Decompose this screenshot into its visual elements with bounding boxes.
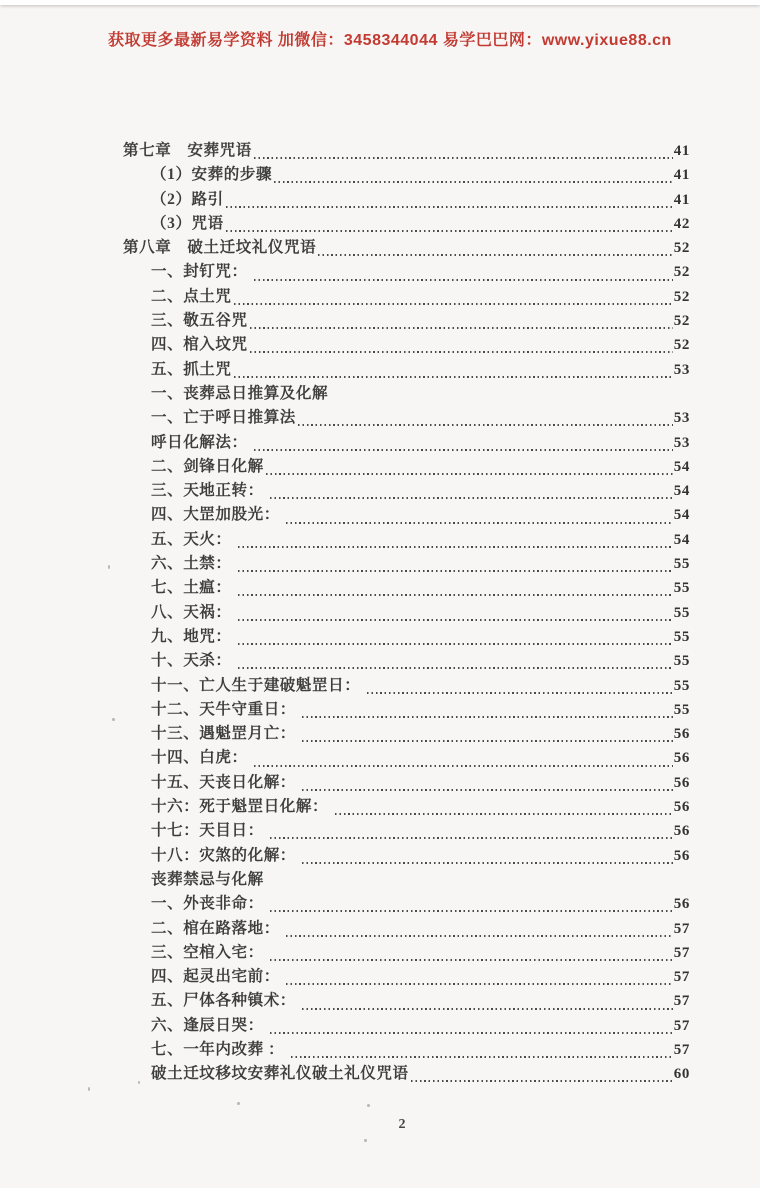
toc-entry-label: 五、抓土咒 bbox=[151, 360, 232, 378]
toc-page-number: 56 bbox=[673, 823, 690, 840]
toc-page-number: 56 bbox=[673, 774, 690, 791]
toc-dot-leader bbox=[254, 759, 673, 767]
toc-dot-leader bbox=[226, 200, 673, 208]
toc-entry-label: 四、起灵出宅前： bbox=[151, 968, 285, 986]
toc-page-number: 55 bbox=[673, 556, 690, 573]
toc-entry-label: 二、剑锋日化解 bbox=[151, 457, 264, 475]
toc-page-number: 57 bbox=[673, 944, 690, 961]
toc-page-number: 53 bbox=[673, 410, 690, 427]
toc-entry-label: 五、天火： bbox=[151, 530, 236, 548]
toc-page-number: 41 bbox=[673, 143, 690, 159]
toc-page-number: 41 bbox=[673, 191, 690, 208]
toc-page-number: 55 bbox=[673, 653, 690, 670]
toc-dot-leader bbox=[254, 151, 673, 159]
toc-entry-label: 十四、白虎： bbox=[151, 749, 253, 767]
toc-entry[interactable] bbox=[0, 576, 690, 600]
toc-entry-label: （3）咒语 bbox=[151, 214, 224, 232]
toc-entry-label: 七、土瘟： bbox=[151, 579, 236, 597]
scan-artifact bbox=[237, 1102, 240, 1105]
toc-entry-label: 十三、遇魁罡月亡： bbox=[151, 725, 301, 743]
toc-entry[interactable] bbox=[0, 1038, 690, 1062]
toc-entry-label: 一、亡于呼日推算法 bbox=[151, 409, 296, 427]
toc-entry[interactable] bbox=[0, 844, 690, 868]
toc-dot-leader bbox=[226, 224, 673, 232]
toc-page-number: 55 bbox=[673, 604, 690, 621]
toc-entry[interactable] bbox=[0, 212, 690, 236]
page-top-edge bbox=[0, 0, 760, 5]
toc-entry[interactable] bbox=[0, 260, 690, 284]
toc-page-number: 41 bbox=[673, 167, 690, 184]
promo-text: 获取更多最新易学资料 加微信：3458344044 易学巴巴网：www.yixue88.cn bbox=[107, 32, 672, 49]
toc-dot-leader bbox=[234, 297, 673, 305]
toc-page-number: 56 bbox=[673, 799, 690, 816]
toc-dot-leader bbox=[270, 905, 673, 913]
toc-page-number: 52 bbox=[673, 240, 690, 257]
toc-page-number: 54 bbox=[673, 531, 690, 548]
toc-entry[interactable] bbox=[0, 333, 690, 357]
toc-page-number: 56 bbox=[673, 896, 690, 913]
toc-entry[interactable] bbox=[0, 941, 690, 965]
toc-entry[interactable] bbox=[0, 309, 690, 333]
toc-page-number: 54 bbox=[673, 507, 690, 524]
toc-entry[interactable] bbox=[0, 236, 690, 260]
toc-entry[interactable] bbox=[0, 965, 690, 989]
toc-entry-label: 十七：天目日： bbox=[151, 822, 269, 840]
scan-artifact bbox=[88, 1087, 90, 1091]
toc-entry[interactable] bbox=[0, 674, 690, 698]
toc-entry[interactable] bbox=[0, 1014, 690, 1038]
toc-entry[interactable] bbox=[0, 795, 690, 819]
toc-entry-label: 一、外丧非命： bbox=[151, 895, 269, 913]
toc-dot-leader bbox=[286, 977, 673, 985]
toc-page-number: 52 bbox=[673, 337, 690, 354]
toc-entry[interactable] bbox=[0, 917, 690, 941]
toc-entry-label: 一、封钉咒： bbox=[151, 263, 253, 281]
toc-entry[interactable] bbox=[0, 771, 690, 795]
toc-dot-leader bbox=[238, 662, 673, 670]
toc-dot-leader bbox=[286, 929, 673, 937]
promo-header bbox=[0, 9, 760, 68]
toc-page-number: 57 bbox=[673, 1017, 690, 1034]
toc-page-number: 56 bbox=[673, 726, 690, 743]
toc-dot-leader bbox=[270, 832, 673, 840]
toc-entry[interactable] bbox=[0, 892, 690, 916]
toc-entry-label: 二、点土咒 bbox=[151, 287, 232, 305]
toc-dot-leader bbox=[302, 856, 672, 864]
toc-entry[interactable] bbox=[0, 819, 690, 843]
toc-dot-leader bbox=[250, 321, 673, 329]
toc-dot-leader bbox=[238, 589, 673, 597]
toc-entry-label: 二、棺在路落地： bbox=[151, 919, 285, 937]
toc-dot-leader bbox=[302, 710, 672, 718]
toc-dot-leader bbox=[238, 613, 673, 621]
toc-page-number: 52 bbox=[673, 288, 690, 305]
toc-entry[interactable] bbox=[0, 552, 690, 576]
scan-artifact bbox=[138, 1081, 140, 1084]
toc-dot-leader bbox=[318, 248, 673, 256]
toc-entry[interactable] bbox=[0, 601, 690, 625]
toc-dot-leader bbox=[411, 1075, 673, 1083]
toc-dot-leader bbox=[266, 467, 673, 475]
toc-entry-label: 三、空棺入宅： bbox=[151, 943, 269, 961]
toc-entry[interactable] bbox=[0, 358, 690, 382]
toc-entry[interactable] bbox=[0, 625, 690, 649]
toc-entry[interactable] bbox=[0, 989, 690, 1013]
toc-entry[interactable] bbox=[0, 139, 690, 163]
toc-dot-leader bbox=[238, 564, 673, 572]
toc-page-number: 42 bbox=[673, 215, 690, 232]
toc-entry-label: 九、地咒： bbox=[151, 627, 236, 645]
scan-artifact bbox=[108, 565, 110, 569]
toc-dot-leader bbox=[335, 807, 673, 815]
toc-entry[interactable] bbox=[0, 479, 690, 503]
toc-entry-label: 第七章 安葬咒语 bbox=[123, 142, 252, 159]
toc-entry[interactable] bbox=[0, 455, 690, 479]
toc-dot-leader bbox=[238, 637, 673, 645]
toc-entry-label: 呼日化解法： bbox=[151, 433, 253, 451]
toc-page-number: 54 bbox=[673, 458, 690, 475]
toc-entry-label: （2）路引 bbox=[151, 190, 224, 208]
scan-artifact bbox=[112, 718, 115, 721]
toc-entry[interactable] bbox=[0, 503, 690, 527]
toc-entry-label: 破土迁坟移坟安葬礼仪破土礼仪咒语 bbox=[151, 1065, 409, 1083]
toc-entry-label: 一、丧葬忌日推算及化解 bbox=[151, 384, 329, 402]
toc-dot-leader bbox=[254, 273, 673, 281]
toc-page-number: 57 bbox=[673, 920, 690, 937]
toc-entry-label: 五、尸体各种镇术： bbox=[151, 992, 301, 1010]
toc-page-number: 57 bbox=[673, 1041, 690, 1058]
toc-page-number: 53 bbox=[673, 361, 690, 378]
toc-page-number: 60 bbox=[673, 1066, 690, 1083]
toc-entry[interactable] bbox=[0, 163, 690, 187]
scan-artifact bbox=[364, 1139, 367, 1142]
toc-entry[interactable] bbox=[0, 285, 690, 309]
toc-page-number: 52 bbox=[673, 313, 690, 330]
toc-entry[interactable] bbox=[0, 722, 690, 746]
toc-dot-leader bbox=[302, 783, 672, 791]
toc-entry-label: 十六：死于魁罡日化解： bbox=[151, 798, 333, 816]
toc-dot-leader bbox=[270, 1026, 673, 1034]
toc-page-number: 53 bbox=[673, 434, 690, 451]
toc-entry[interactable] bbox=[0, 1062, 690, 1086]
toc-dot-leader bbox=[302, 734, 672, 742]
toc-entry-label: 四、棺入坟咒 bbox=[151, 336, 248, 354]
toc-entry-label: 十八：灾煞的化解： bbox=[151, 846, 301, 864]
toc-entry[interactable] bbox=[0, 649, 690, 673]
toc-page-number: 52 bbox=[673, 264, 690, 281]
toc-page-number: 55 bbox=[673, 580, 690, 597]
toc-dot-leader bbox=[250, 346, 673, 354]
toc-entry-label: 四、大罡加股光： bbox=[151, 506, 285, 524]
toc-dot-leader bbox=[270, 491, 673, 499]
toc-entry-label: 第八章 破土迁坟礼仪咒语 bbox=[123, 239, 317, 257]
toc-entry-label: 七、一年内改葬 ： bbox=[151, 1040, 289, 1058]
scan-artifact bbox=[367, 1104, 370, 1107]
toc-dot-leader bbox=[298, 419, 673, 427]
toc-page-number: 56 bbox=[673, 750, 690, 767]
toc-entry-label: 八、天祸： bbox=[151, 603, 236, 621]
toc-entry-label: 六、逢辰日哭： bbox=[151, 1016, 269, 1034]
toc-entry-label: 丧葬禁忌与化解 bbox=[151, 870, 264, 888]
toc-entry[interactable] bbox=[0, 431, 690, 455]
toc-page-number: 55 bbox=[673, 628, 690, 645]
toc-page-number: 55 bbox=[673, 701, 690, 718]
page-number: 2 bbox=[398, 1117, 406, 1132]
toc-entry-label: （1）安葬的步骤 bbox=[151, 166, 273, 184]
toc-page-number: 57 bbox=[673, 969, 690, 986]
toc-dot-leader bbox=[238, 540, 673, 548]
toc-entry[interactable] bbox=[0, 868, 690, 892]
toc-entry[interactable] bbox=[0, 698, 690, 722]
toc-entry-label: 六、土禁： bbox=[151, 555, 236, 573]
toc-dot-leader bbox=[274, 176, 673, 184]
toc-entry[interactable] bbox=[0, 746, 690, 770]
toc-dot-leader bbox=[286, 516, 673, 524]
toc-dot-leader bbox=[234, 370, 673, 378]
toc-page-number: 57 bbox=[673, 993, 690, 1010]
toc-entry-label: 三、天地正转： bbox=[151, 482, 269, 500]
toc-page-number: 54 bbox=[673, 483, 690, 500]
table-of-contents bbox=[0, 139, 690, 1087]
toc-entry-label: 十、天杀： bbox=[151, 652, 236, 670]
toc-entry-label: 十二、天牛守重日： bbox=[151, 700, 301, 718]
toc-page-number: 55 bbox=[673, 677, 690, 694]
toc-entry[interactable] bbox=[0, 188, 690, 212]
toc-entry[interactable] bbox=[0, 406, 690, 430]
toc-dot-leader bbox=[302, 1002, 672, 1010]
toc-entry-label: 十五、天丧日化解： bbox=[151, 773, 301, 791]
toc-dot-leader bbox=[254, 443, 673, 451]
toc-entry[interactable] bbox=[0, 528, 690, 552]
toc-dot-leader bbox=[291, 1050, 673, 1058]
toc-dot-leader bbox=[270, 953, 673, 961]
toc-entry-label: 十一、亡人生于建破魁罡日： bbox=[151, 676, 365, 694]
toc-entry[interactable] bbox=[0, 382, 690, 406]
toc-entry-label: 三、敬五谷咒 bbox=[151, 312, 248, 330]
toc-page-number: 56 bbox=[673, 847, 690, 864]
toc-dot-leader bbox=[367, 686, 673, 694]
